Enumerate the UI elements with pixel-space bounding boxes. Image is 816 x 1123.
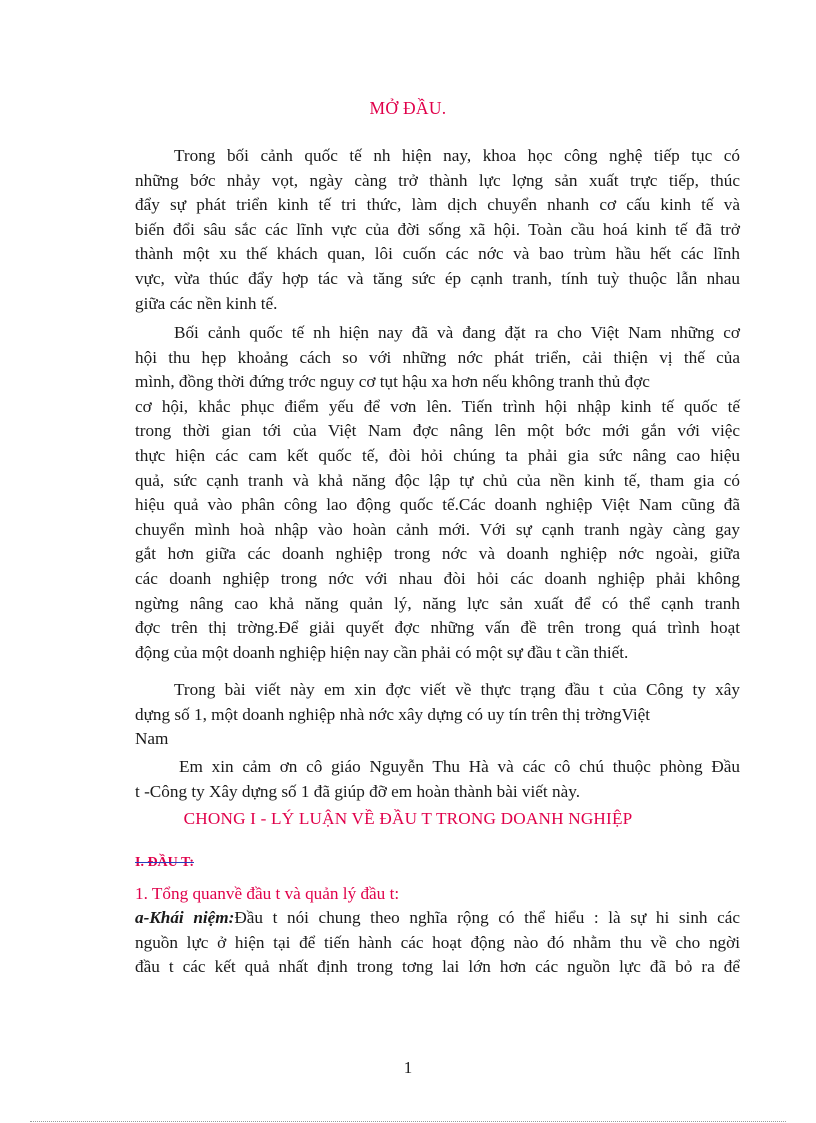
paragraph-line: biến đổi sâu sắc các lĩnh vực của đời sống xã hội. Toàn cầu hoá kinh tế đã trở	[135, 219, 740, 239]
paragraph-line: gắt hơn giữa các doanh nghiệp trong nớc và doanh nghiệp nớc ngoài, giữa	[135, 544, 740, 564]
page-bottom-border	[30, 1121, 786, 1122]
paragraph-line: thực hiện các cam kết quốc tế, đòi hỏi chúng ta phải gia sức nâng cao hiệu	[135, 445, 740, 465]
paragraph-line: động của một doanh nghiệp hiện nay cần phải có một sự đầu t cần thiết.	[135, 642, 629, 662]
paragraph-topic	[135, 678, 740, 752]
paragraph-line: Bối cảnh quốc tế nh hiện nay đã và đang đặt ra cho Việt Nam những cơ	[174, 323, 740, 342]
definition-text: Đầu t nói chung theo nghĩa rộng có thể hiểu : là sự hi sinh các	[234, 908, 741, 927]
page-title: MỞ ĐẦU.	[369, 98, 447, 118]
page-number: 1	[403, 1058, 413, 1077]
paragraph-line: đẩy sự phát triển kinh tế tri thức, làm dịch chuyển nhanh cơ cấu kinh tế và	[135, 195, 740, 215]
paragraph-line: Nam	[135, 729, 169, 749]
paragraph-intro	[135, 144, 740, 316]
definition-label: a-Khái niệm:	[135, 908, 235, 927]
paragraph-line: mình, đồng thời đứng trớc nguy cơ tụt hậu xa hơn nếu không tranh thủ đợc	[135, 372, 650, 392]
chapter-heading: CHONG I - LÝ LUẬN VỀ ĐẦU T TRONG DOANH NGHIỆP	[183, 809, 633, 828]
paragraph-line: quả, sức cạnh tranh và khả năng độc lập tự chủ của nền kinh tế, tham gia có	[135, 470, 740, 490]
paragraph-line: vực, vừa thúc đẩy hợp tác và tăng sức ép cạnh tranh, tính tuỳ thuộc lẫn nhau	[135, 268, 740, 288]
subsection-heading: 1. Tổng quanvề đầu t và quản lý đầu t:	[135, 884, 400, 903]
paragraph-line: đợc trên thị trờng.Để giải quyết đợc những vấn đề trên trong quá trình hoạt	[135, 618, 740, 638]
paragraph-context	[135, 321, 740, 665]
paragraph-line	[135, 906, 740, 931]
paragraph-line: những bớc nhảy vọt, ngày càng trở thành lực lợng sản xuất trực tiếp, thúc	[135, 170, 740, 190]
paragraph-line: giữa các nền kinh tế.	[135, 293, 278, 313]
paragraph-line: đầu t các kết quả nhất định trong tơng lai lớn hơn các nguồn lực đã bỏ ra để	[135, 957, 740, 977]
paragraph-line: các doanh nghiệp trong nớc với nhau đòi hỏi các doanh nghiệp phải không	[135, 568, 740, 588]
paragraph-line: hội thu hẹp khoảng cách so với những nớc phát triển, cải thiện vị thế của	[135, 347, 740, 367]
paragraph-line: dựng số 1, một doanh nghiệp nhà nớc xây dựng có uy tín trên thị trờngViệt	[135, 704, 651, 724]
paragraph-line: ngừng nâng cao khả năng quản lý, năng lực sản xuất để có thể cạnh tranh	[135, 593, 740, 613]
definition-paragraph	[135, 906, 740, 980]
paragraph-line: cơ hội, khắc phục điểm yếu để vơn lên. Tiến trình hội nhập kinh tế quốc tế	[135, 396, 740, 416]
paragraph-thanks	[135, 755, 740, 804]
section-heading: I. ĐẦU T:	[135, 855, 194, 870]
paragraph-line: Trong bài viết này em xin đợc viết về thực trạng đầu t của Công ty xây	[174, 680, 740, 699]
paragraph-line: trong thời gian tới của Việt Nam đợc nâng lên một bớc mới gắn với việc	[135, 421, 740, 441]
paragraph-line: t -Công ty Xây dựng số 1 đã giúp đỡ em hoàn thành bài viết này.	[135, 781, 580, 801]
paragraph-line: hiệu quả vào phân công lao động quốc tế.Các doanh nghiệp Việt Nam cũng đã	[135, 495, 740, 515]
paragraph-line: chuyển mình hoà nhập vào hoàn cảnh mới. Với sự cạnh tranh ngày càng gay	[135, 519, 740, 539]
paragraph-line: Em xin cảm ơn cô giáo Nguyễn Thu Hà và các cô chú thuộc phòng Đầu	[179, 757, 740, 776]
paragraph-line: Trong bối cảnh quốc tế nh hiện nay, khoa học công nghệ tiếp tục có	[174, 146, 740, 165]
paragraph-line: nguồn lực ở hiện tại để tiến hành các hoạt động nào đó nhằm thu về cho ngời	[135, 932, 740, 952]
paragraph-line: thành một xu thế khách quan, lôi cuốn các nớc và bao trùm hầu hết các lĩnh	[135, 244, 740, 264]
